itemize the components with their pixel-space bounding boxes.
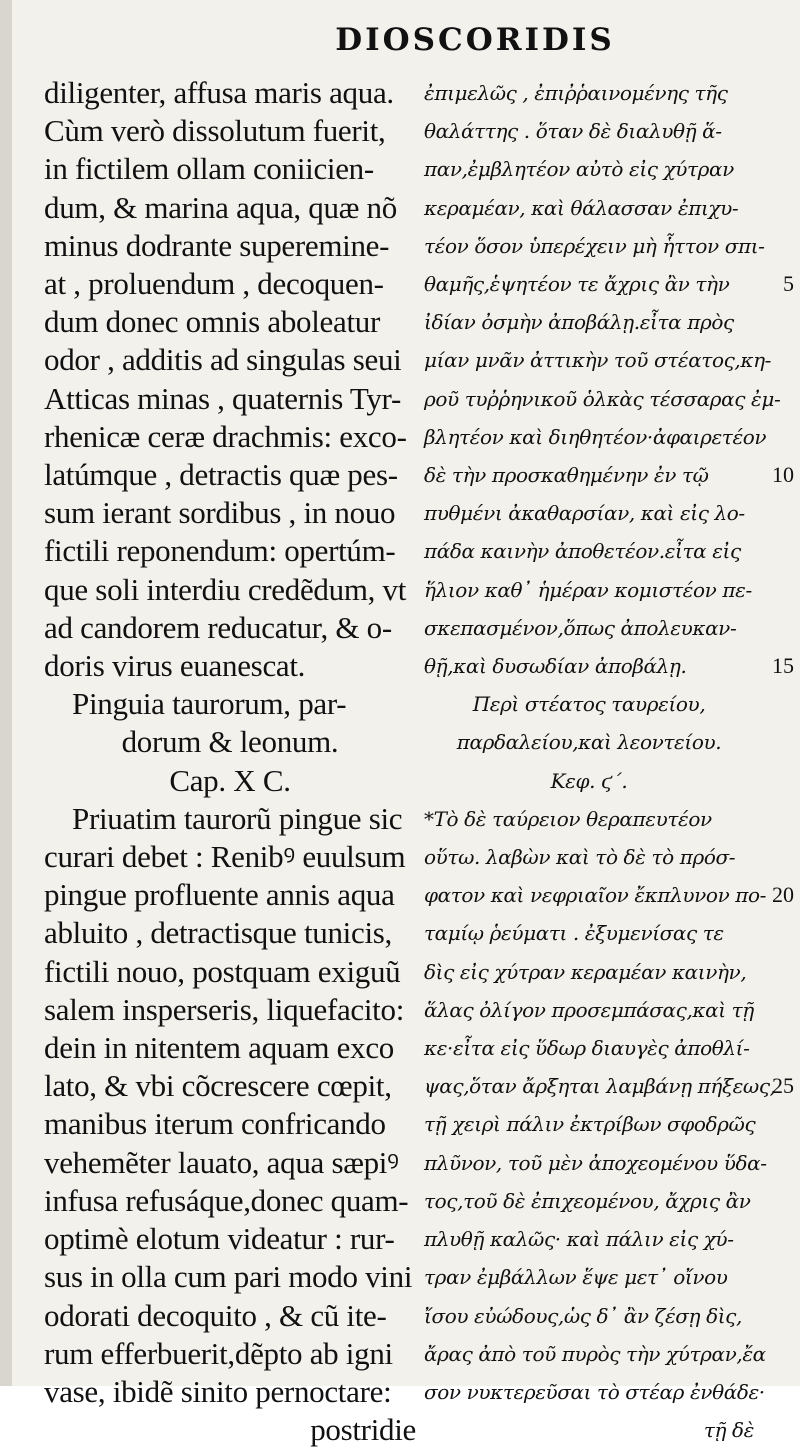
latin-line: rhenicæ ceræ drachmis: exco- [44,418,407,454]
margin-spacer [772,1411,794,1449]
margin-spacer [772,570,794,608]
latin-line: curari debet : Renibꝰ euulsum [44,839,406,875]
margin-spacer [772,952,794,990]
latin-line: odorati decoquito , & cũ ite- [44,1297,387,1333]
latin-line: Cùm verò dissolutum fuerit, [44,113,386,149]
latin-line: ad candorem reducatur, & o- [44,609,392,645]
latin-line: odor , additis ad singulas seui [44,342,402,378]
greek-line: φατον καὶ νεφριαῖον ἔκπλυνον πο- [424,883,767,908]
greek-line: βλητέον καὶ διηθητέον·ἀφαιρετέον [424,424,767,449]
greek-line: παρδαλείου,καὶ λεοντείου. [456,730,722,755]
line-number-margin [772,74,794,1449]
latin-column [44,74,416,1449]
latin-line: postridie [310,1412,416,1448]
page-gutter [0,0,12,1386]
margin-spacer [772,227,794,265]
latin-line: rum efferbuerit,dẽpto ab igni [44,1335,393,1371]
running-header: DIOSCORIDIS [335,22,615,58]
latin-line: lato, & vbi cõcrescere cœpit, [44,1068,392,1104]
margin-spacer [772,303,794,341]
latin-line: latúmque , detractis quæ pes- [44,457,398,493]
margin-line-number: 15 [772,652,794,678]
margin-spacer [772,532,794,570]
greek-line: θῇ,καὶ δυσωδίαν ἀποβάλῃ. [424,654,687,679]
margin-spacer [772,838,794,876]
greek-line: δὲ τὴν προσκαθημένην ἐν τῷ [424,463,709,488]
margin-spacer [772,1181,794,1219]
greek-line: θαμῆς,ἑψητέον τε ἄχρις ἂν τὴν [424,272,730,297]
greek-line: ἥλιον καθ᾽ ἡμέραν κομιστέον πε- [424,577,752,602]
greek-line: κεραμέαν, καὶ θάλασσαν ἐπιχυ- [424,195,739,220]
margin-spacer [772,150,794,188]
margin-spacer [772,189,794,227]
margin-spacer [772,1105,794,1143]
margin-spacer [772,1372,794,1410]
latin-line: doris virus euanescat. [44,648,306,684]
greek-line: πλυθῇ καλῶς· καὶ πάλιν εἰς χύ- [424,1227,734,1252]
latin-line: sus in olla cum pari modo vini [44,1259,413,1295]
margin-spacer [772,1029,794,1067]
margin-spacer [772,1296,794,1334]
margin-spacer [772,112,794,150]
greek-line: τος,τοῦ δὲ ἐπιχεομένου, ἄχρις ἂν [424,1188,751,1213]
greek-line: κε·εἶτα εἰς ὕδωρ διαυγὲς ἀποθλί- [424,1036,750,1061]
latin-line: Cap. X C. [169,762,291,798]
latin-line: manibus iterum confricando [44,1106,386,1142]
latin-line: dum donec omnis aboleatur [44,304,380,340]
margin-spacer [772,800,794,838]
margin-spacer [772,723,794,761]
latin-line: Priuatim taurorũ pingue sic [72,800,403,836]
greek-line: ταμίῳ ῥεύματι . ἐξυμενίσας τε [424,921,724,946]
latin-line: sum ierant sordibus , in nouo [44,495,396,531]
margin-line-number: 5 [783,270,794,296]
margin-line-number: 25 [772,1072,794,1098]
latin-line: Pinguia taurorum, par- [72,686,347,722]
greek-column [424,74,781,1449]
latin-line: dum, & marina aqua, quæ nõ [44,189,397,225]
margin-spacer [772,418,794,456]
greek-line: τῇ χειρὶ πάλιν ἐκτρίβων σφοδρῶς [424,1112,756,1137]
greek-line: τραν ἐμβάλλων ἕψε μετ᾽ οἴνου [424,1265,728,1290]
latin-line: Atticas minas , quaternis Tyr- [44,380,401,416]
greek-line: ἅλας ὀλίγον προσεμπάσας,καὶ τῇ [424,997,754,1022]
greek-line: μίαν μνᾶν ἀττικὴν τοῦ στέατος,κη- [424,348,772,373]
margin-spacer [772,1334,794,1372]
greek-line: πάδα καινὴν ἀποθετέον.εἶτα εἰς [424,539,741,564]
margin-spacer [772,1258,794,1296]
greek-line: Κεφ. ϛ΄. [550,768,628,793]
greek-line: ροῦ τυῤῥηνικοῦ ὁλκὰς τέσσαρας ἐμ- [424,386,781,411]
margin-spacer [772,761,794,799]
margin-line-number: 20 [772,881,794,907]
margin-spacer [772,341,794,379]
greek-line: τῇ δὲ [703,1418,754,1443]
greek-line: ἰδίαν ὀσμὴν ἀποβάλῃ.εἶτα πρὸς [424,310,734,335]
greek-line: Περὶ στέατος ταυρείου, [472,692,706,717]
latin-line: minus dodrante supereminе- [44,227,390,263]
latin-line: at , proluendum , decoquen- [44,266,384,302]
latin-line: que soli interdiu credẽdum, vt [44,571,407,607]
latin-line: dein in nitentem aquam exco [44,1030,395,1066]
margin-spacer [772,685,794,723]
latin-line: infusa refusáque,donec quam- [44,1182,409,1218]
latin-line: fictili reponendum: opertúm- [44,533,396,569]
greek-line: πυθμένι ἀκαθαρσίαν, καὶ εἰς λο- [424,501,745,526]
latin-line: vase, ibidẽ sinito pernoctare: [44,1373,392,1409]
latin-line: diligenter, affusa maris aqua. [44,75,394,110]
margin-spacer [772,914,794,952]
latin-line: fictili nouo, postquam exiguũ [44,953,401,989]
greek-line: ἄρας ἀπὸ τοῦ πυρὸς τὴν χύτραν,ἔα [424,1341,766,1366]
latin-line: in fictilem ollam coniicien- [44,151,374,187]
greek-line: σον νυκτερεῦσαι τὸ στέαρ ἐνθάδε· [424,1379,765,1404]
greek-line: παν,ἐμβλητέον αὐτὸ εἰς χύτραν [424,157,734,182]
greek-line: τέον ὅσον ὑπερέχειν μὴ ἧττον σπι- [424,233,765,258]
greek-line: σκεπασμένον,ὅπως ἀπολευκαν- [424,615,737,640]
greek-line: δὶς εἰς χύτραν κεραμέαν καινὴν, [424,959,747,984]
latin-line: salem insperseris, liquefacito: [44,991,405,1027]
latin-line: vehemẽter lauato, aqua sæpiꝰ [44,1144,399,1180]
latin-line: abluito , detractisque tunicis, [44,915,392,951]
latin-line: dorum & leonum. [121,724,339,760]
margin-spacer [772,380,794,418]
margin-spacer [772,1220,794,1258]
greek-line: *Τὸ δὲ ταύρειον θεραπευτέον [424,806,712,831]
margin-spacer [772,494,794,532]
margin-spacer [772,991,794,1029]
margin-spacer [772,1143,794,1181]
greek-line: ψας,ὅταν ἄρξηται λαμβάνῃ πήξεως, [424,1074,776,1099]
greek-line: ἴσου εὐώδους,ὡς δ᾽ ἂν ζέσῃ δὶς, [424,1303,742,1328]
margin-line-number: 10 [772,461,794,487]
greek-line: ἐπιμελῶς , ἐπιῤῥαινομένης τῆς [424,81,728,105]
margin-spacer [772,609,794,647]
greek-line: θαλάττης . ὅταν δὲ διαλυθῇ ἅ- [424,119,722,144]
greek-line: οὕτω. λαβὼν καὶ τὸ δὲ τὸ πρόσ- [424,845,736,870]
greek-line: πλῦνον, τοῦ μὲν ἀποχεομένου ὕδα- [424,1150,767,1175]
margin-spacer [772,74,794,112]
latin-line: optimè elotum videatur : rur- [44,1221,395,1257]
latin-line: pingue profluente annis aqua [44,877,395,913]
